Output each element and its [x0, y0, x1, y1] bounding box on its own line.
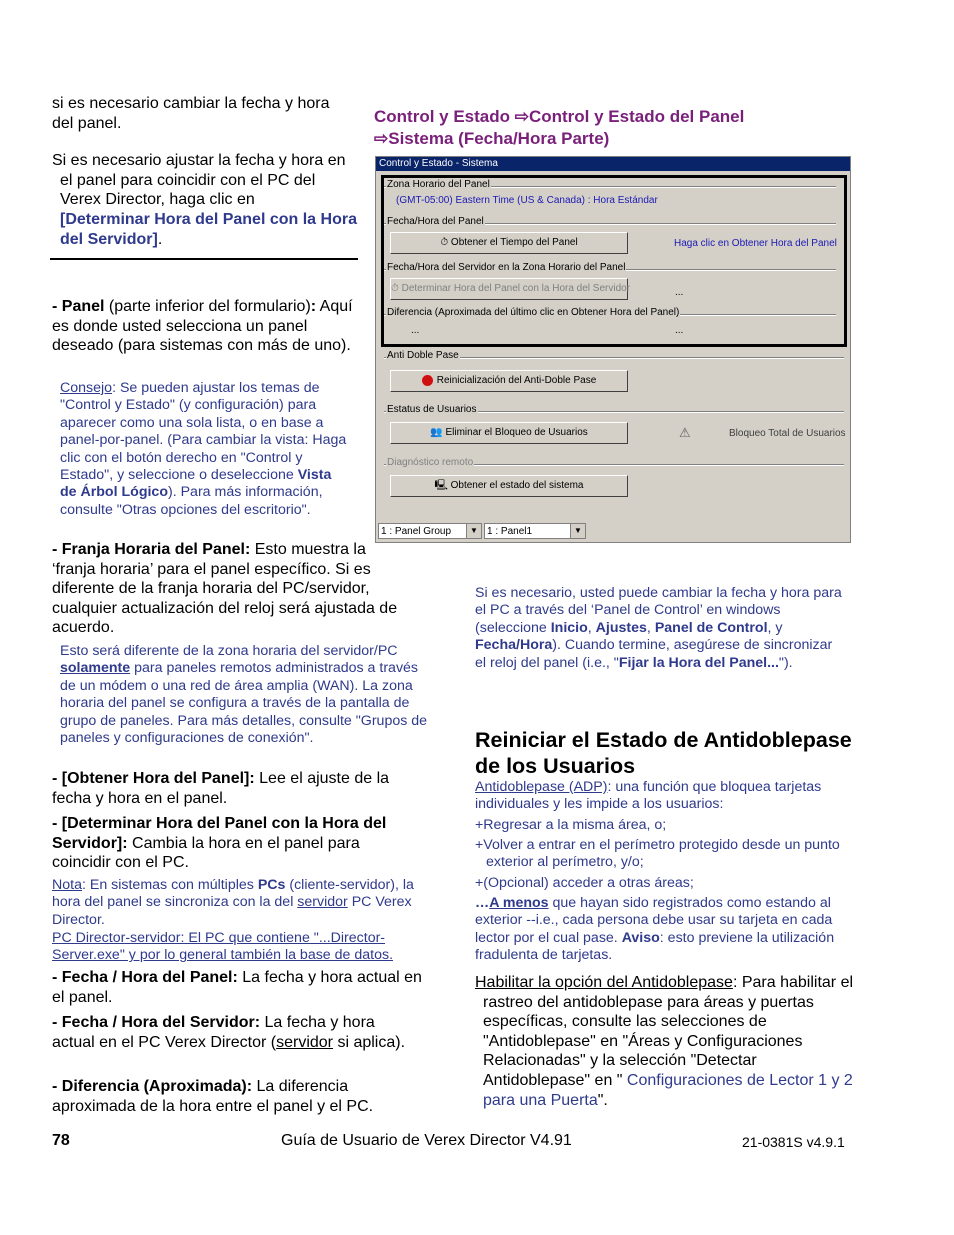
comma: ,	[587, 619, 596, 636]
get-panel-time-button[interactable]	[390, 232, 628, 254]
nota-text-mid: (cliente-servidor), la hora del panel se sincroniza con la del	[52, 877, 414, 911]
panel-paren: (parte inferior del formulario)	[104, 298, 311, 315]
antipassback-label: Anti Doble Pase	[387, 350, 459, 361]
bullet-2-text: Volver a entrar en el perímetro protegido desde un punto exterior al perímetro, y/o;	[483, 837, 840, 871]
determine-time-link[interactable]: [Determinar Hora del Panel con la Hora del Servidor]	[60, 211, 357, 248]
get-panel-time-label: Obtener el Tiempo del Panel	[450, 237, 578, 248]
nota-text: : En sistemas con múltiples	[81, 877, 258, 893]
pc-time-text-end: ").	[778, 654, 793, 671]
reset-antipassback-label: Reinicialización del Anti-Doble Pase	[436, 375, 597, 386]
chevron-down-icon[interactable]: ▼	[466, 524, 481, 538]
difference-value-2: ...	[675, 325, 684, 336]
fecha-panel-term: - Fecha / Hora del Panel:	[52, 969, 238, 986]
determinar-text: Cambia la hora en el panel para coincidir con el PC.	[52, 834, 360, 872]
pc-time-text: Si es necesario, usted puede cambiar la fecha y hora para el PC a través del ‘Panel de Control’ en windows (seleccione	[475, 585, 842, 636]
bullet-3	[475, 875, 851, 892]
footer-title: Guía de Usuario de Verex Director V4.91	[281, 1132, 572, 1149]
reader-config-link[interactable]: Configuraciones de Lector 1 y 2 para una Puerta	[483, 1071, 853, 1109]
get-panel-time-hint: Haga clic en Obtener Hora del Panel	[674, 238, 837, 249]
intro-text: si es necesario cambiar la fecha y hora del panel.	[52, 95, 330, 132]
document-code: 21-0381S v4.9.1	[742, 1134, 845, 1150]
obtener-description	[52, 769, 422, 808]
aviso-bold: Aviso	[621, 929, 660, 946]
fecha-hora-bold: Fecha/Hora	[475, 637, 553, 654]
tip-note	[60, 380, 350, 519]
bullet-2	[475, 837, 851, 872]
comma: ,	[646, 619, 655, 636]
timezone-value: (GMT-05:00) Eastern Time (US & Canada) : Hora Estándar	[396, 195, 658, 206]
page-number: 78	[52, 1132, 70, 1149]
diagnostics-label: Diagnóstico remoto	[387, 457, 474, 468]
get-system-status-label: Obtener el estado del sistema	[450, 480, 584, 491]
adjust-link-line	[60, 210, 358, 249]
plus-icon: +	[475, 837, 484, 853]
franja-description	[52, 540, 412, 638]
fecha-servidor-term: - Fecha / Hora del Servidor:	[52, 1014, 261, 1031]
fecha-servidor-text: La fecha y hora actual en el PC Verex Director (	[52, 1014, 375, 1051]
reset-antipassback-button[interactable]	[390, 370, 628, 392]
obtener-term: - [Obtener Hora del Panel]:	[52, 770, 255, 787]
adjust-paragraph	[52, 151, 358, 210]
unless-note	[475, 895, 851, 965]
franja-note	[60, 643, 430, 747]
diferencia-description	[52, 1077, 412, 1116]
franja-note-text: Esto será diferente de la zona horaria del servidor/PC	[60, 643, 398, 659]
diferencia-text: La diferencia aproximada de la hora entre el panel y el PC.	[52, 1078, 374, 1115]
users-icon: 👥	[430, 427, 443, 438]
panel-value: 1 : Panel1	[487, 526, 533, 537]
panel-text: Aquí es donde usted selecciona un panel deseado (para sistemas con más de uno).	[52, 298, 353, 355]
panel-select[interactable]	[484, 523, 586, 539]
difference-label: Diferencia (Aproximada del último clic en Obtener Hora del Panel)	[387, 307, 680, 318]
tip-text-end: ). Para más información, consulte "Otras opciones del escritorio".	[60, 484, 323, 518]
ellipsis: …	[475, 895, 490, 911]
franja-term: - Franja Horaria del Panel:	[52, 541, 251, 558]
user-status-label: Estatus de Usuarios	[387, 404, 477, 415]
nota-underline: servidor	[297, 894, 348, 911]
fijar-hora-bold: Fijar la Hora del Panel...	[618, 654, 779, 671]
tip-bold: Vista de Árbol Lógico	[60, 467, 332, 501]
fecha-panel-description	[52, 968, 422, 1007]
panel-colon: :	[310, 298, 317, 315]
enable-term: Habilitar la opción del Antidoblepase	[475, 974, 733, 991]
determinar-term: - [Determinar Hora del Panel con la Hora del Servidor]:	[52, 815, 387, 852]
pc-time-note	[475, 585, 847, 672]
adp-text: : una función que bloquea tarjetas individuales y les impide a los usuarios:	[475, 779, 822, 813]
bullet-1-text: Regresar a la misma área, o;	[483, 817, 667, 833]
clock-icon: ⏱	[440, 237, 449, 248]
fecha-servidor-underline: servidor	[276, 1033, 333, 1051]
tip-text: : Se pueden ajustar los temas de "Control y Estado" (y configuración) para aparecer como una sola lista, o en base a panel-por-panel. (Para cambiar la vista: Haga clic con el botón derecho en "Control y Estado", y seleccione o deseleccione	[60, 380, 347, 484]
tip-label: Consejo	[60, 380, 113, 396]
plus-icon: +	[475, 817, 484, 833]
determinar-description	[52, 814, 422, 873]
nota-text-end: PC Verex Director.	[52, 894, 412, 928]
enable-text: : Para habilitar el rastreo del antidoblepase para áreas y puertas específicas, consulte las selecciones de "Antidoblepase" en "Áreas y Configuraciones Relacionadas" y la selección "Detectar Antidoblepase" en "	[483, 974, 854, 1089]
panel-description	[52, 297, 358, 356]
server-time-value: ...	[675, 287, 684, 298]
bullet-1	[475, 817, 851, 834]
window-title-bar: Control y Estado - Sistema	[376, 157, 850, 171]
period: .	[157, 230, 163, 248]
pc-time-text-2: , y	[767, 619, 783, 636]
panel-group-select[interactable]	[378, 523, 482, 539]
total-lock-label: Bloqueo Total de Usuarios	[729, 428, 846, 439]
server-time-label: Fecha/Hora del Servidor en la Zona Horario del Panel	[387, 262, 626, 273]
computer-icon: 🖳	[434, 480, 448, 491]
difference-value-1: ...	[411, 325, 420, 336]
clear-user-lock-button[interactable]	[390, 422, 628, 444]
franja-text: Esto muestra la ‘franja horaria’ para el panel específico. Si es diferente de la franja horaria del PC/servidor, cualquier actualización del reloj será ajustada de acuerdo.	[52, 541, 398, 637]
clear-user-lock-label: Eliminar el Bloqueo de Usuarios	[445, 427, 588, 438]
panel-term: - Panel	[52, 298, 105, 315]
enable-antipassback	[475, 973, 855, 1110]
get-system-status-button[interactable]	[390, 475, 628, 497]
inicio-bold: Inicio	[550, 619, 588, 636]
obtener-text: Lee el ajuste de la fecha y hora en el panel.	[52, 770, 390, 807]
unless-text: que hayan sido registrados como estando al exterior --i.e., cada persona debe usar su tarjeta en cada lector por el cual pase.	[475, 895, 833, 946]
adp-definition	[475, 779, 851, 814]
franja-note-underline: solamente	[60, 660, 131, 677]
timezone-label: Zona Horario del Panel	[387, 179, 490, 190]
adp-term: Antidoblepase (ADP)	[475, 779, 608, 795]
fecha-servidor-text-end: si aplica).	[333, 1033, 406, 1051]
nota-note	[52, 877, 432, 929]
panel-control-bold: Panel de Control	[654, 619, 768, 636]
diferencia-term: - Diferencia (Aproximada):	[52, 1078, 253, 1095]
nota-label: Nota	[52, 877, 82, 893]
unless-term: A menos	[489, 895, 549, 911]
fecha-servidor-description	[52, 1013, 412, 1052]
panel-time-label: Fecha/Hora del Panel	[387, 216, 484, 227]
unless-text-end: : esto previene la utilización fradulenta de tarjetas.	[475, 929, 835, 964]
section-divider	[50, 258, 358, 260]
set-panel-time-label: Determinar Hora del Panel con la Hora del Servidor	[401, 283, 631, 294]
plus-icon: +	[475, 875, 484, 891]
set-panel-time-button[interactable]	[390, 278, 631, 300]
adjust-text: Si es necesario ajustar la fecha y hora en el panel para coincidir con el PC del Verex Director, haga clic en	[52, 152, 346, 209]
nota-bold: PCs	[257, 877, 286, 893]
pc-time-text-3: ). Cuando termine, asegúrese de sincronizar el reloj del panel (i.e., "	[475, 637, 833, 671]
chevron-down-icon[interactable]: ▼	[570, 524, 585, 538]
fecha-panel-text: La fecha y hora actual en el panel.	[52, 969, 422, 1006]
panel-group-value: 1 : Panel Group	[381, 526, 452, 537]
bullet-3-text: (Opcional) acceder a otras áreas;	[483, 875, 694, 891]
ajustes-bold: Ajustes	[595, 619, 647, 636]
enable-text-end: ".	[597, 1091, 608, 1109]
clock-icon: ⏱	[391, 283, 399, 294]
system-status-window	[375, 156, 851, 543]
pc-director-note: PC Director-servidor: El PC que contiene "...Director-Server.exe" y por lo general también la base de datos.	[52, 930, 394, 964]
antipassback-heading: Reiniciar el Estado de Antidoblepase de los Usuarios	[475, 728, 852, 778]
section-heading: Control y Estado ⇨Control y Estado del Panel ⇨Sistema (Fecha/Hora Parte)	[374, 107, 745, 148]
red-circle-icon	[422, 375, 433, 386]
franja-note-text-end: para paneles remotos administrados a través de un módem o una red de área amplia (WAN). La zona horaria del panel se configura a través de la pantalla de grupo de paneles. Para más detalles, consulte "Grupos de paneles y configuraciones de conexión".	[60, 660, 428, 747]
warning-icon: ⚠	[679, 425, 691, 440]
